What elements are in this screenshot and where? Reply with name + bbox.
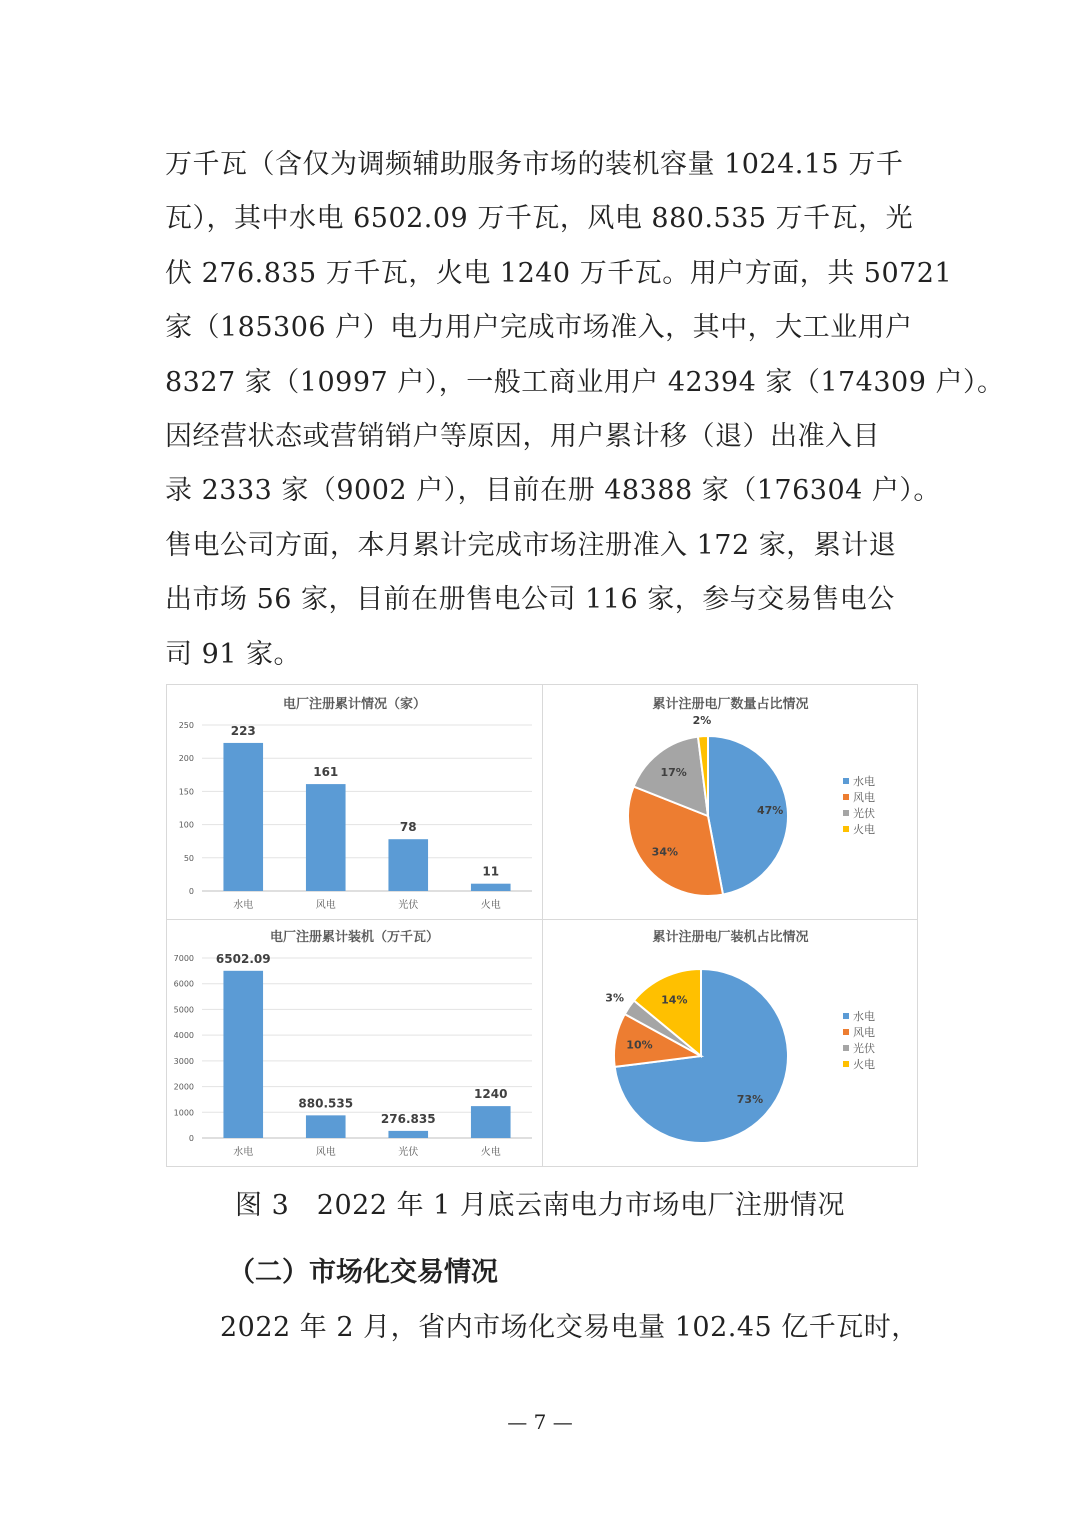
- y-tick-label: 100: [178, 820, 194, 830]
- pie-data-label: 3%: [605, 991, 624, 1005]
- y-tick-label: 250: [178, 721, 194, 730]
- body-line: 录 2333 家（9002 户），目前在册 48388 家（176304 户）。: [165, 475, 941, 507]
- legend-item: [843, 821, 875, 837]
- y-tick-label: 4000: [173, 1031, 194, 1041]
- figure-chart-grid: [166, 684, 918, 1167]
- body-line: 万千瓦（含仅为调频辅助服务市场的装机容量 1024.15 万千: [165, 149, 904, 180]
- y-tick-label: 50: [183, 853, 194, 863]
- legend-swatch: [843, 1029, 849, 1035]
- y-tick-label: 0: [188, 887, 194, 896]
- x-tick-label: 风电: [315, 900, 336, 911]
- legend-label: 风电: [853, 1026, 875, 1039]
- data-label: 78: [399, 820, 417, 835]
- bar: [223, 971, 263, 1138]
- legend-label: 火电: [853, 1058, 875, 1071]
- legend-item: [843, 1024, 875, 1040]
- body-line: 司 91 家。: [165, 638, 302, 670]
- legend-item: [843, 805, 875, 821]
- bar: [471, 1106, 511, 1138]
- legend-item: [843, 1040, 875, 1056]
- legend-label: 光伏: [853, 807, 875, 820]
- bar: [388, 839, 428, 891]
- x-tick-label: 水电: [233, 1147, 254, 1158]
- x-tick-label: 风电: [315, 1147, 336, 1158]
- legend-swatch: [843, 1045, 849, 1051]
- y-tick-label: 7000: [173, 954, 194, 963]
- legend-item: [843, 789, 875, 805]
- legend-swatch: [843, 778, 849, 784]
- data-label: 1240: [474, 1087, 508, 1102]
- y-tick-label: 3000: [173, 1056, 194, 1066]
- bar: [306, 784, 346, 891]
- bar: [223, 743, 263, 891]
- data-label: 223: [230, 723, 256, 738]
- legend-label: 水电: [853, 775, 875, 788]
- chart-panel-capacity: [167, 920, 542, 1167]
- chart-title: 累计注册电厂数量占比情况: [652, 697, 809, 712]
- figure-caption: 图 3 2022 年 1 月底云南电力市场电厂注册情况: [235, 1190, 845, 1221]
- body-line: 家（185306 户）电力用户完成市场准入，其中，大工业用户: [165, 312, 913, 344]
- x-tick-label: 水电: [233, 900, 254, 911]
- body-line: 8327 家（10997 户），一般工商业用户 42394 家（174309 户）。: [165, 366, 1005, 398]
- legend-label: 水电: [853, 1010, 875, 1023]
- pie-data-label: 34%: [651, 845, 679, 859]
- data-label: 880.535: [298, 1096, 354, 1111]
- body-paragraph-2: 2022 年 2 月，省内市场化交易电量 102.45 亿千瓦时，: [220, 1312, 919, 1343]
- data-label: 161: [313, 765, 339, 780]
- data-label: 6502.09: [215, 951, 271, 966]
- chart-legend: [843, 773, 875, 837]
- y-tick-label: 200: [178, 754, 194, 764]
- body-line: 瓦），其中水电 6502.09 万千瓦，风电 880.535 万千瓦，光: [165, 203, 914, 235]
- legend-label: 风电: [853, 791, 875, 804]
- body-paragraph: [165, 138, 1005, 682]
- legend-swatch: [843, 794, 849, 800]
- x-tick-label: 光伏: [398, 1147, 419, 1158]
- pie-data-label: 73%: [736, 1093, 764, 1107]
- legend-swatch: [843, 1061, 849, 1067]
- y-tick-label: 1000: [173, 1108, 194, 1118]
- pie-data-label: 2%: [692, 714, 712, 728]
- chart-title: 电厂注册累计情况（家）: [282, 697, 426, 712]
- pie-data-label: 14%: [661, 993, 688, 1007]
- y-tick-label: 2000: [173, 1082, 194, 1092]
- section-heading: （二）市场化交易情况: [228, 1257, 498, 1288]
- page-number: — 7 —: [507, 1410, 573, 1434]
- legend-item: [843, 1056, 875, 1072]
- x-tick-label: 火电: [480, 900, 501, 911]
- y-tick-label: 6000: [173, 979, 194, 989]
- pie-data-label: 47%: [756, 804, 784, 818]
- body-line: 因经营状态或营销销户等原因，用户累计移（退）出准入目: [165, 420, 880, 452]
- x-tick-label: 火电: [480, 1147, 501, 1158]
- x-tick-label: 光伏: [398, 900, 419, 911]
- legend-swatch: [843, 810, 849, 816]
- legend-item: [843, 773, 875, 789]
- legend-label: 火电: [853, 823, 875, 836]
- data-label: 11: [482, 864, 500, 879]
- bar: [388, 1131, 428, 1138]
- legend-label: 光伏: [853, 1042, 875, 1055]
- legend-item: [843, 1008, 875, 1024]
- chart-title: 累计注册电厂装机占比情况: [652, 930, 809, 945]
- legend-swatch: [843, 1013, 849, 1019]
- data-label: 276.835: [380, 1111, 436, 1126]
- chart-panel-plant-count: [167, 685, 542, 919]
- legend-swatch: [843, 826, 849, 832]
- bar-chart-capacity: [167, 920, 542, 1167]
- body-line: 出市场 56 家，目前在册售电公司 116 家，参与交易售电公: [165, 584, 895, 616]
- bar: [306, 1115, 346, 1138]
- y-tick-label: 5000: [173, 1005, 194, 1015]
- bar: [471, 884, 511, 891]
- body-line: 伏 276.835 万千瓦，火电 1240 万千瓦。用户方面，共 50721: [165, 257, 953, 289]
- body-line: 售电公司方面，本月累计完成市场注册准入 172 家，累计退: [165, 529, 897, 561]
- y-tick-label: 0: [188, 1134, 194, 1143]
- bar-chart-plant-count: [167, 685, 542, 919]
- chart-title: 电厂注册累计装机（万千瓦）: [269, 930, 439, 945]
- chart-panel-count-share: [543, 685, 918, 919]
- chart-legend: [843, 1008, 875, 1072]
- pie-data-label: 10%: [626, 1038, 653, 1052]
- pie-data-label: 17%: [660, 765, 687, 779]
- y-tick-label: 150: [178, 787, 194, 797]
- chart-panel-capacity-share: [543, 920, 918, 1167]
